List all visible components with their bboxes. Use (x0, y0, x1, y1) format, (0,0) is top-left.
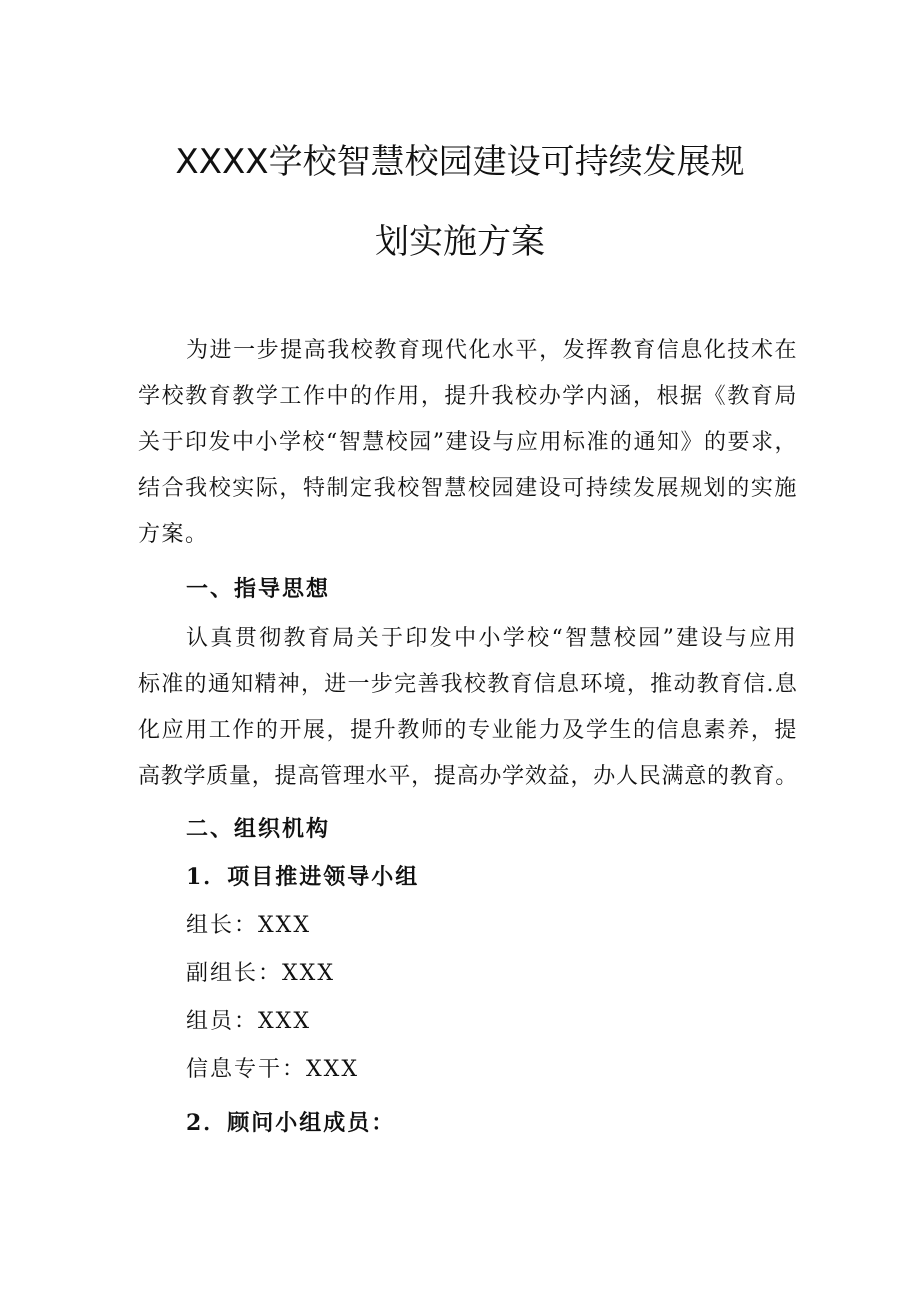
guiding-ideology-paragraph (138, 616, 798, 800)
member-leader: 组长：XXX (186, 913, 311, 938)
member-info-officer: 信息专干：XXX (186, 1057, 359, 1082)
paragraph-line: 认真贯彻教育局关于印发中小学校“智慧校园”建设与应用 (186, 626, 799, 651)
member-deputy-leader: 副组长：XXX (186, 961, 335, 986)
intro-line: 结合我校实际，特制定我校智慧校园建设可持续发展规划的实施 (138, 476, 798, 501)
paragraph-line: 化应用工作的开展，提升教师的专业能力及学生的信息素养，提 (138, 718, 798, 743)
section-heading-organization: 二、组织机构 (186, 816, 331, 842)
paragraph-line: 标准的通知精神，进一步完善我校教育信息环境，推动教育信.息 (138, 672, 799, 697)
intro-line: 学校教育教学工作中的作用，提升我校办学内涵，根据《教育局 (138, 384, 798, 409)
intro-line: 方案。 (138, 522, 209, 547)
intro-line: 为进一步提高我校教育现代化水平，发挥教育信息化技术在 (186, 338, 799, 363)
subsection-heading-advisory-group: 2．顾问小组成员： (186, 1110, 396, 1136)
subsection-heading-leadership-group: 1．项目推进领导小组 (186, 864, 420, 890)
intro-line: 关于印发中小学校“智慧校园”建设与应用标准的通知》的要求， (138, 430, 798, 455)
paragraph-line: 高教学质量，提高管理水平，提高办学效益，办人民满意的教育。 (138, 764, 799, 789)
member-members: 组员：XXX (186, 1009, 311, 1034)
intro-paragraph (138, 328, 798, 558)
document-title-line-1: XXXX学校智慧校园建设可持续发展规 (175, 142, 745, 182)
section-heading-guiding-ideology: 一、指导思想 (186, 576, 331, 602)
document-title-line-2: 划实施方案 (375, 222, 545, 262)
